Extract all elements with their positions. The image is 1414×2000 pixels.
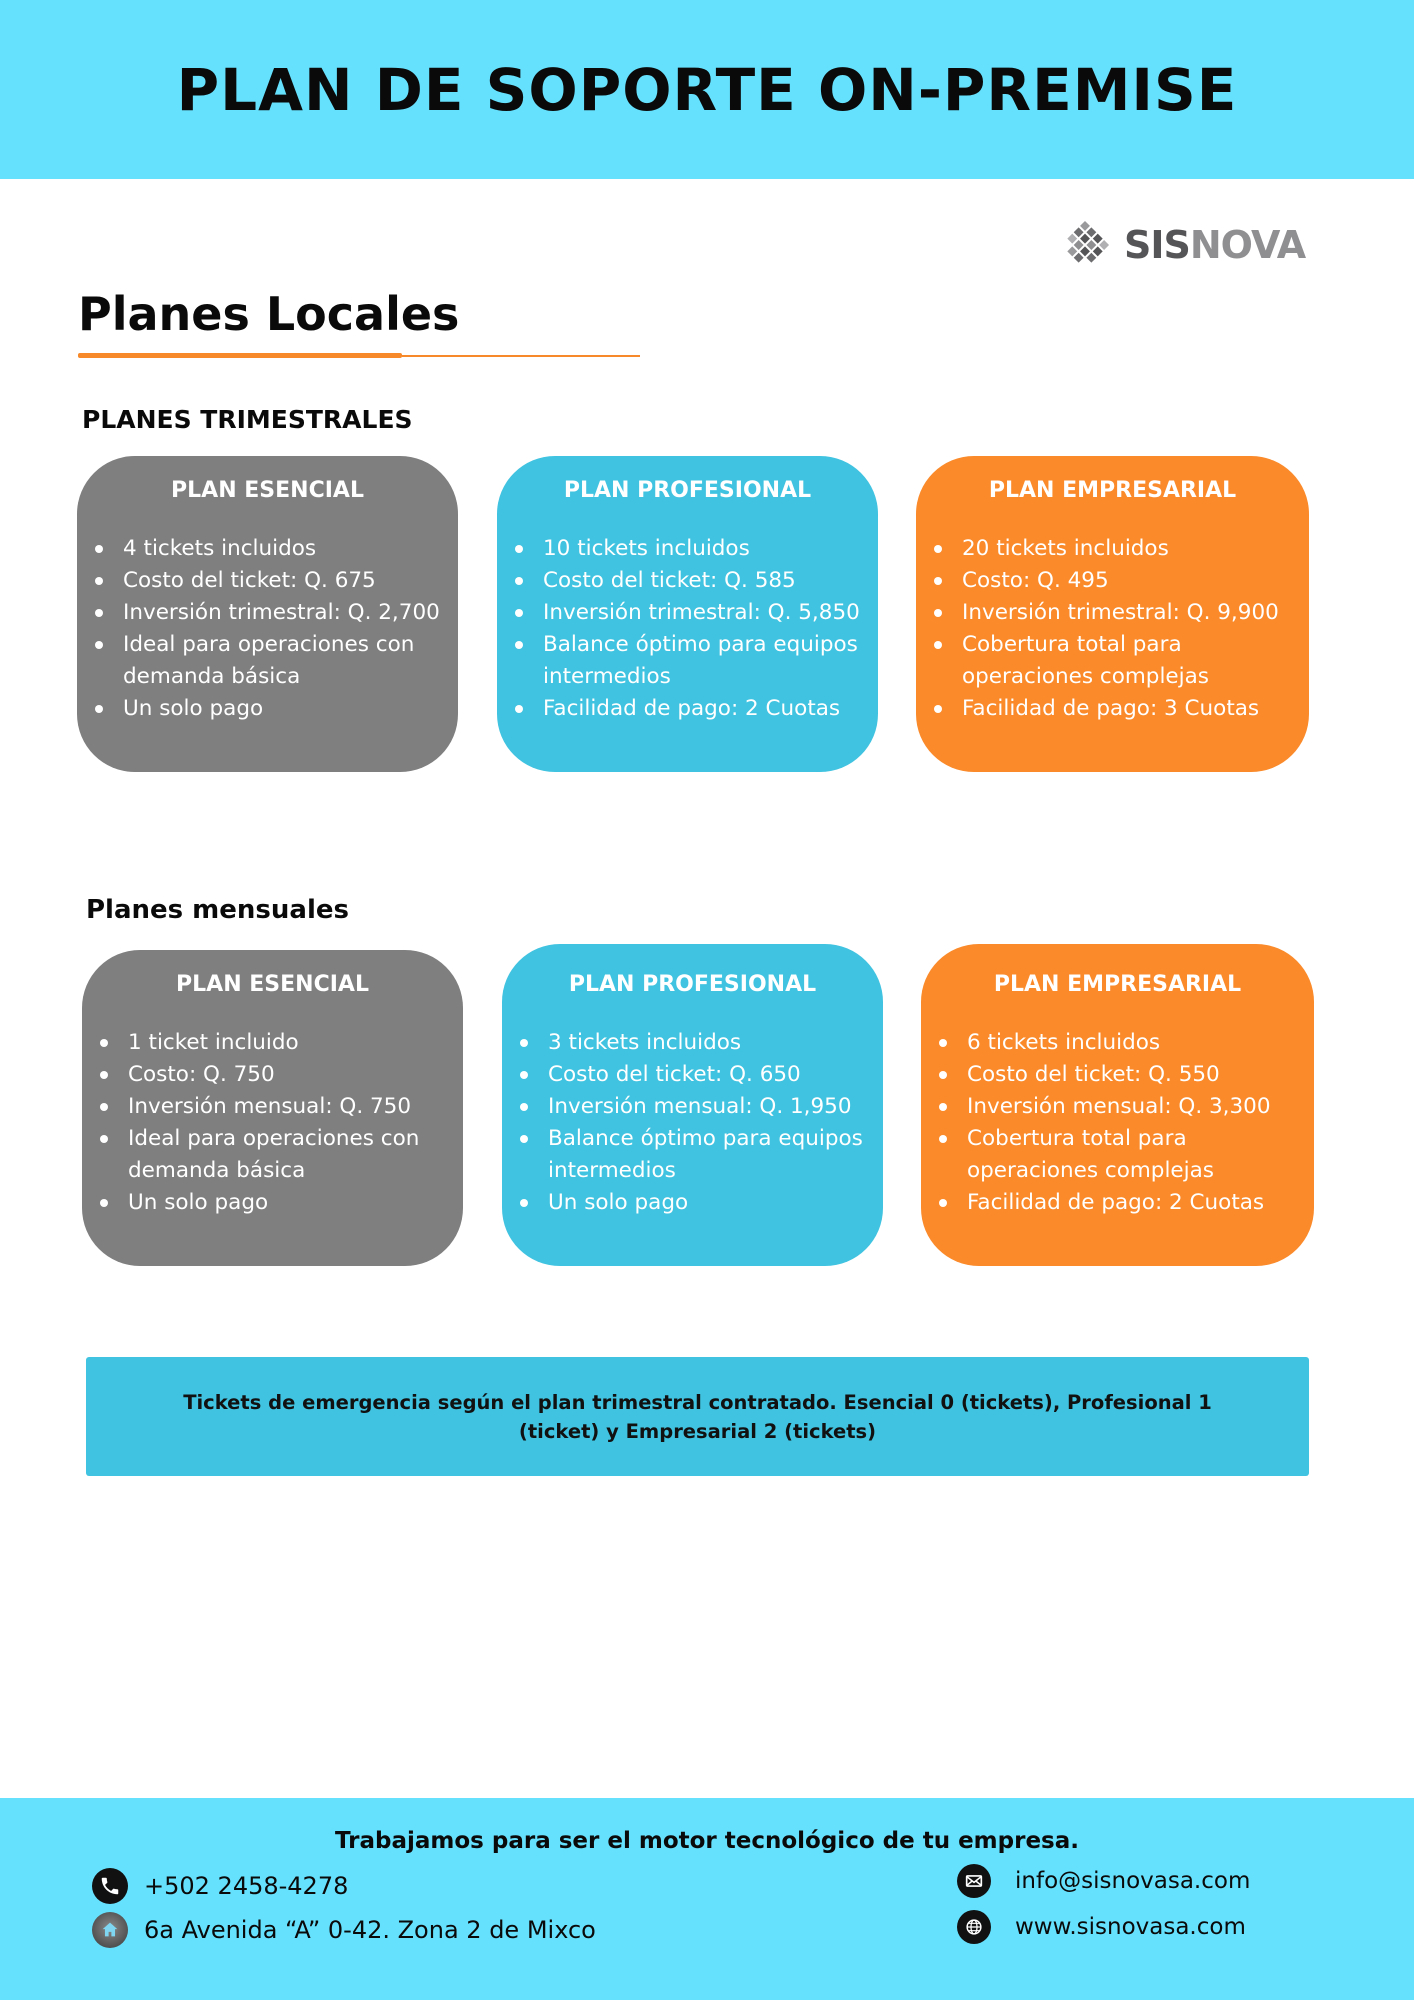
section-underline-thick xyxy=(78,353,402,358)
quarterly-plans-title: PLANES TRIMESTRALES xyxy=(82,405,413,434)
plan-feature: Inversión trimestral: Q. 2,700 xyxy=(93,597,450,629)
plan-feature: Costo del ticket: Q. 650 xyxy=(518,1059,875,1091)
section-underline-thin xyxy=(402,355,640,357)
contact-website xyxy=(957,1910,1246,1944)
plan-feature: Un solo pago xyxy=(98,1187,455,1219)
page-header xyxy=(0,0,1414,179)
quarterly-plan-profesional-card xyxy=(497,456,878,772)
plan-feature: Cobertura total para operaciones complejas xyxy=(932,629,1301,693)
monthly-plan-profesional-card xyxy=(502,944,883,1266)
plan-feature: Balance óptimo para equipos intermedios xyxy=(518,1123,875,1187)
plan-feature: Costo del ticket: Q. 675 xyxy=(93,565,450,597)
monthly-plan-empresarial-card xyxy=(921,944,1314,1266)
plan-feature: Facilidad de pago: 3 Cuotas xyxy=(932,693,1301,725)
sisnova-logo xyxy=(1048,220,1318,270)
phone-number[interactable]: +502 2458-4278 xyxy=(144,1872,349,1900)
quarterly-plan-empresarial-card xyxy=(916,456,1309,772)
phone-icon xyxy=(92,1868,128,1904)
globe-icon xyxy=(957,1910,991,1944)
plan-feature: Cobertura total para operaciones complejas xyxy=(937,1123,1306,1187)
plan-features xyxy=(82,1027,463,1219)
plan-feature: 10 tickets incluidos xyxy=(513,533,870,565)
plan-title: PLAN PROFESIONAL xyxy=(568,972,817,997)
plan-title: PLAN ESENCIAL xyxy=(176,972,369,997)
plan-feature: Costo del ticket: Q. 550 xyxy=(937,1059,1306,1091)
plan-feature: Costo: Q. 750 xyxy=(98,1059,455,1091)
plan-feature: 4 tickets incluidos xyxy=(93,533,450,565)
plan-feature: 20 tickets incluidos xyxy=(932,533,1301,565)
plan-feature: 1 ticket incluido xyxy=(98,1027,455,1059)
plan-feature: Costo: Q. 495 xyxy=(932,565,1301,597)
logo-text: SISNOVA xyxy=(1124,223,1306,267)
plan-title: PLAN PROFESIONAL xyxy=(563,478,812,503)
plan-title: PLAN ESENCIAL xyxy=(171,478,364,503)
plan-feature: Inversión trimestral: Q. 9,900 xyxy=(932,597,1301,629)
plan-features xyxy=(921,1027,1314,1219)
monthly-plans-title: Planes mensuales xyxy=(86,895,349,925)
plan-feature: Ideal para operaciones con demanda básica xyxy=(93,629,450,693)
page-footer xyxy=(0,1798,1414,2000)
envelope-icon xyxy=(957,1864,991,1898)
website-link[interactable]: www.sisnovasa.com xyxy=(1015,1914,1246,1940)
plan-feature: Inversión mensual: Q. 750 xyxy=(98,1091,455,1123)
email-link[interactable]: info@sisnovasa.com xyxy=(1015,1868,1251,1894)
contact-address xyxy=(92,1912,596,1948)
plan-title: PLAN EMPRESARIAL xyxy=(988,478,1237,503)
emergency-tickets-notice xyxy=(86,1357,1309,1476)
section-title: Planes Locales xyxy=(78,287,460,341)
plan-feature: Un solo pago xyxy=(93,693,450,725)
footer-tagline: Trabajamos para ser el motor tecnológico de tu empresa. xyxy=(334,1828,1080,1854)
notice-text: Tickets de emergencia según el plan trimestral contratado. Esencial 0 (tickets), Profesional 1 (ticket) y Empresarial 2 (tickets) xyxy=(183,1390,1212,1443)
contact-phone xyxy=(92,1868,348,1904)
plan-feature: Balance óptimo para equipos intermedios xyxy=(513,629,870,693)
plan-feature: Inversión trimestral: Q. 5,850 xyxy=(513,597,870,629)
plan-feature: Inversión mensual: Q. 1,950 xyxy=(518,1091,875,1123)
plan-title: PLAN EMPRESARIAL xyxy=(993,972,1242,997)
plan-feature: Costo del ticket: Q. 585 xyxy=(513,565,870,597)
plan-features xyxy=(916,533,1309,725)
plan-features xyxy=(497,533,878,725)
address-text: 6a Avenida “A” 0-42. Zona 2 de Mixco xyxy=(144,1916,596,1944)
plan-feature: 3 tickets incluidos xyxy=(518,1027,875,1059)
plan-feature: Inversión mensual: Q. 3,300 xyxy=(937,1091,1306,1123)
plan-feature: Facilidad de pago: 2 Cuotas xyxy=(513,693,870,725)
monthly-plan-esencial-card xyxy=(82,950,463,1266)
plan-features xyxy=(77,533,458,725)
page-title: PLAN DE SOPORTE ON-PREMISE xyxy=(176,55,1238,124)
house-icon xyxy=(92,1912,128,1948)
contact-email xyxy=(957,1864,1250,1898)
quarterly-plan-esencial-card xyxy=(77,456,458,772)
plan-features xyxy=(502,1027,883,1219)
plan-feature: 6 tickets incluidos xyxy=(937,1027,1306,1059)
logo-mark-icon xyxy=(1048,220,1122,270)
plan-feature: Ideal para operaciones con demanda básica xyxy=(98,1123,455,1187)
plan-feature: Facilidad de pago: 2 Cuotas xyxy=(937,1187,1306,1219)
plan-feature: Un solo pago xyxy=(518,1187,875,1219)
